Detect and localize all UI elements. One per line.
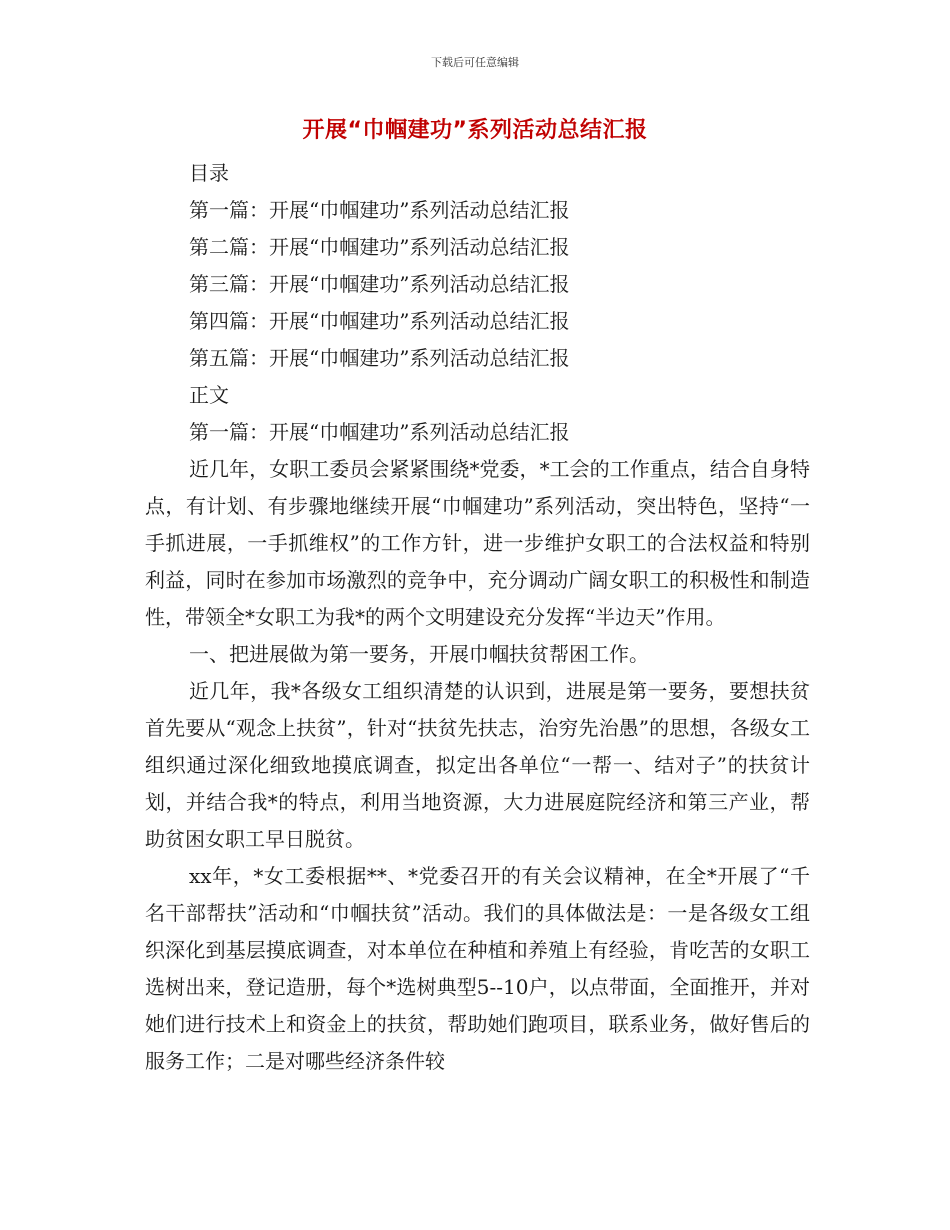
body-heading: 正文 — [189, 383, 229, 407]
toc-item: 第一篇：开展“巾帼建功”系列活动总结汇报 — [189, 198, 570, 222]
header-note: 下载后可任意编辑 — [431, 56, 519, 69]
paragraph: 近几年，我*各级女工组织清楚的认识到，进展是第一要务，要想扶贫首先要从“观念上扶贫”，针对“扶贫先扶志，治穷先治愚”的思想，各级女工组织通过深化细致地摸底调查，拟定出各单位“一帮一、结对子”的扶贫计划，并结合我*的特点，利用当地资源，大力进展庭院经济和第三产业，帮助贫困女职工早日脱贫。 — [145, 679, 810, 851]
paragraph: xx年，*女工委根据**、*党委召开的有关会议精神，在全*开展了“千名干部帮扶”活动和“巾帼扶贫”活动。我们的具体做法是：一是各级女工组织深化到基层摸底调查，对本单位在种植和养殖上有经验，肯吃苦的女职工选树出来，登记造册，每个*选树典型5--10户，以点带面，全面推开，并对她们进行技术上和资金上的扶贫，帮助她们跑项目，联系业务，做好售后的服务工作；二是对哪些经济条件较 — [145, 864, 810, 1073]
article-title: 第一篇：开展“巾帼建功”系列活动总结汇报 — [189, 420, 570, 444]
toc-item: 第二篇：开展“巾帼建功”系列活动总结汇报 — [189, 235, 570, 259]
toc-item: 第三篇：开展“巾帼建功”系列活动总结汇报 — [189, 272, 570, 296]
paragraph: 近几年，女职工委员会紧紧围绕*党委，*工会的工作重点，结合自身特点，有计划、有步骤地继续开展“巾帼建功”系列活动，突出特色，坚持“一手抓进展，一手抓维权”的工作方针，进一步维护女职工的合法权益和特别利益，同时在参加市场激烈的竞争中，充分调动广阔女职工的积极性和制造性，带领全*女职工为我*的两个文明建设充分发挥“半边天”作用。 — [145, 457, 810, 629]
toc-heading: 目录 — [189, 161, 229, 185]
toc-item: 第四篇：开展“巾帼建功”系列活动总结汇报 — [189, 309, 570, 333]
section-heading: 一、把进展做为第一要务，开展巾帼扶贫帮困工作。 — [189, 642, 649, 666]
document-title: 开展“巾帼建功”系列活动总结汇报 — [302, 118, 648, 143]
document-body — [145, 155, 810, 1080]
toc-item: 第五篇：开展“巾帼建功”系列活动总结汇报 — [189, 346, 570, 370]
